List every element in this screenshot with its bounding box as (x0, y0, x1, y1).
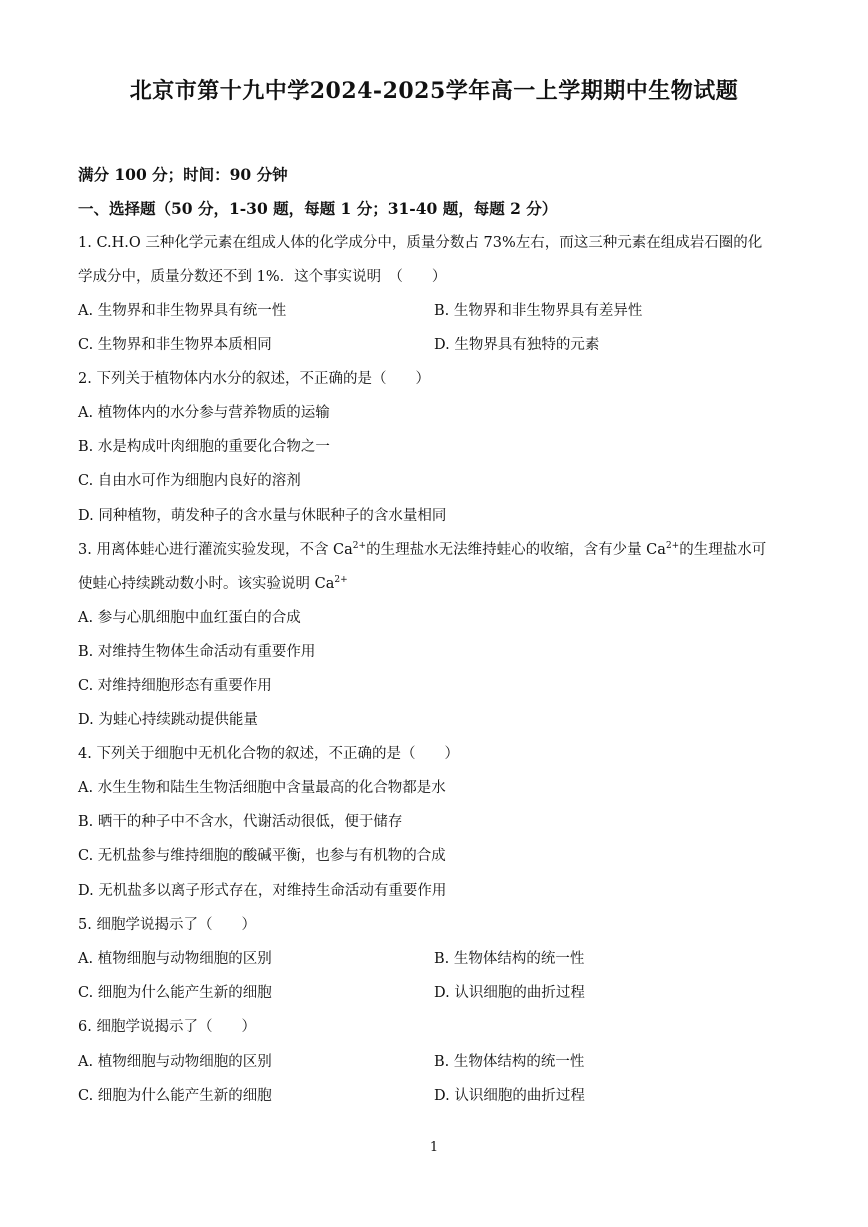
q4-option-c: C. 无机盐参与维持细胞的酸碱平衡，也参与有机物的合成 (78, 848, 446, 864)
page-title: 北京市第十九中学2024-2025学年高一上学期期中生物试题 (129, 78, 739, 104)
q2-option-a: A. 植物体内的水分参与营养物质的运输 (78, 405, 330, 421)
q6-option-a: A. 植物细胞与动物细胞的区别 (78, 1054, 272, 1070)
section-heading: 一、选择题（50 分，1-30 题，每题 1 分；31-40 题，每题 2 分） (78, 199, 558, 218)
q1-option-c: C. 生物界和非生物界本质相同 (78, 337, 272, 353)
q6-option-c: C. 细胞为什么能产生新的细胞 (78, 1088, 272, 1104)
q4-option-d: D. 无机盐多以离子形式存在，对维持生命活动有重要作用 (78, 883, 447, 899)
q3-option-a: A. 参与心肌细胞中血红蛋白的合成 (78, 610, 301, 626)
q5-option-d: D. 认识细胞的曲折过程 (434, 985, 585, 1001)
q1-stem-line1: 1. C.H.O 三种化学元素在组成人体的化学成分中，质量分数占 73%左右，而这三种元素在组成岩石圈的化 (78, 235, 763, 251)
q4-stem: 4. 下列关于细胞中无机化合物的叙述，不正确的是（ ） (78, 746, 459, 762)
exam-meta: 满分 100 分；时间：90 分钟 (78, 165, 288, 184)
q6-stem: 6. 细胞学说揭示了（ ） (78, 1019, 256, 1035)
q4-option-b: B. 晒干的种子中不含水，代谢活动很低，便于储存 (78, 814, 403, 830)
q3-stem-line1: 3. 用离体蛙心进行灌流实验发现，不含 $Ca^{2+}$的生理盐水无法维持蛙心的收缩，含有少量 $Ca^{2+}$的生理盐水可 (78, 541, 767, 558)
q1-option-a: A. 生物界和非生物界具有统一性 (78, 303, 287, 319)
q1-option-b: B. 生物界和非生物界具有差异性 (434, 303, 643, 319)
q1-stem-line2: 学成分中，质量分数还不到 1%．这个事实说明 （ ） (78, 269, 447, 285)
q5-option-a: A. 植物细胞与动物细胞的区别 (78, 951, 272, 967)
q3-stem-line2: 使蛙心持续跳动数小时。该实验说明 $Ca^{2+}$ (78, 575, 348, 592)
q6-option-d: D. 认识细胞的曲折过程 (434, 1088, 585, 1104)
q2-stem: 2. 下列关于植物体内水分的叙述，不正确的是（ ） (78, 371, 430, 387)
q6-option-b: B. 生物体结构的统一性 (434, 1054, 585, 1070)
q1-option-d: D. 生物界具有独特的元素 (434, 337, 600, 353)
q2-option-d: D. 同种植物，萌发种子的含水量与休眠种子的含水量相同 (78, 508, 447, 524)
page-number: 1 (429, 1140, 439, 1155)
q5-option-c: C. 细胞为什么能产生新的细胞 (78, 985, 272, 1001)
q2-option-c: C. 自由水可作为细胞内良好的溶剂 (78, 473, 301, 489)
q3-option-d: D. 为蛙心持续跳动提供能量 (78, 712, 258, 728)
q4-option-a: A. 水生生物和陆生生物活细胞中含量最高的化合物都是水 (78, 780, 446, 796)
q2-option-b: B. 水是构成叶肉细胞的重要化合物之一 (78, 439, 330, 455)
q5-option-b: B. 生物体结构的统一性 (434, 951, 585, 967)
q3-option-b: B. 对维持生物体生命活动有重要作用 (78, 644, 316, 660)
q5-stem: 5. 细胞学说揭示了（ ） (78, 917, 256, 933)
q3-option-c: C. 对维持细胞形态有重要作用 (78, 678, 272, 694)
